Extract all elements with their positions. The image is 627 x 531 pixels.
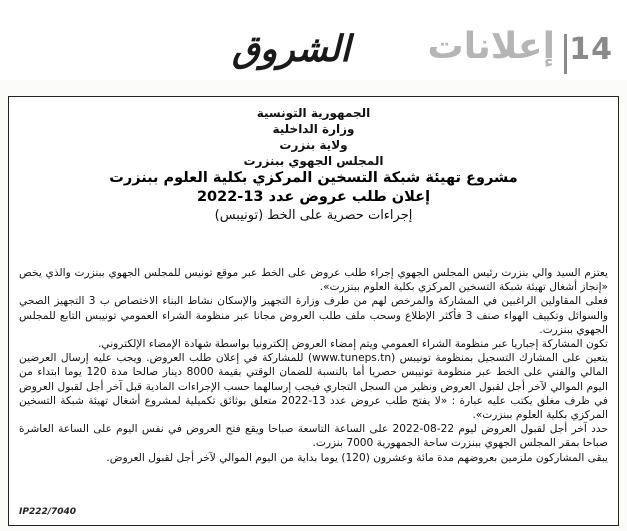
paragraph-intro: يعتزم السيد والي بنزرت رئيس المجلس الجهوي إجراء طلب عروض على الخط عبر موقع تونيس للمجلس الجهوي ببنزرت والذي يخص «إنجاز أشغال تهيئة شبكة التسخين المركزي بكلية العلوم ببنزرت». — [19, 267, 608, 294]
paragraph-registration: يتعين على المشارك التسجيل بمنظومة تونيبس (www.tuneps.tn) للمشاركة في إعلان طلب العروض. ويجب عليه إرسال العرضين المالي والفني على الخط عبر منظومة تونيبس حصريا أما بالنسبة للضمان الوقتي بقيمة 8000 دينار صالحا مدة 120 يوما ابتداء من اليوم الموالي لآخر أجل لقبول العروض ونظير من السجل التجاري فيجب إرسالهما حسب الإجراءات المادية قبل آخر أجل لقبول العروض في ظرف مغلق يكتب عليه عبارة : «لا يفتح طلب عروض عدد 13-2022 متعلق بوثائق تكميلية لمشروع أشغال تهيئة شبكة التسخين المركزي بكلية العلوم ببنزرت». — [19, 352, 608, 422]
procedure-line: إجراءات حصرية على الخط (تونيبس) — [214, 208, 413, 223]
header-divider — [564, 34, 567, 74]
page-number: 14 — [569, 32, 613, 67]
tender-notice — [8, 96, 619, 526]
paragraph-deadline: حدد آخر أجل لقبول العروض ليوم 22-08-2022 على الساعة التاسعة صباحا ويقع فتح العروض في نفس اليوم على الساعة العاشرة صباحا بمقر المجلس الجهوي ببنزرت ساحة الجمهورية 7000 بنزرت. — [19, 423, 608, 450]
paragraph-online-submission: تكون المشاركة إجباريا عبر منظومة الشراء العمومي ويتم إمضاء العروض إلكترونيا بواسطة شهادة الإمضاء الإلكتروني. — [98, 338, 608, 351]
republic-line: الجمهورية التونسية — [256, 106, 371, 120]
section-name: إعلانات — [427, 26, 555, 67]
page-header — [0, 0, 627, 80]
tender-title: إعلان طلب عروض عدد 13-2022 — [196, 189, 431, 205]
project-title: مشروع تهيئة شبكة التسخين المركزي بكلية العلوم ببنزرت — [109, 170, 518, 186]
newspaper-logo: الشروق — [232, 28, 351, 70]
ad-reference: IP222/7040 — [19, 507, 77, 517]
ministry-line: وزارة الداخلية — [272, 122, 355, 136]
governorate-line: ولاية بنزرت — [279, 138, 348, 152]
tender-notice-content — [15, 103, 612, 519]
paragraph-validity: يبقى المشاركون ملزمين بعروضهم مدة مائة وعشرون (120) يوما بداية من اليوم الموالي لآخر أجل لقبول العروض. — [106, 451, 608, 464]
paragraph-eligibility: فعلى المقاولين الراغبين في المشاركة والمرخص لهم من طرف وزارة التجهيز والإسكان نشاط البناء الاختصاص ب 3 التجهيز الصحي والسوائل وتكييف الهواء صنف 3 فأكثر الإطلاع وسحب ملف طلب العروض مجانا عبر منظومة الشراء العمومي تونيبس التابع للمجلس الجهوي ببنزرت. — [19, 295, 608, 336]
notice-body — [19, 266, 608, 465]
council-line: المجلس الجهوي ببنزرت — [243, 154, 384, 168]
notice-heading — [15, 105, 612, 225]
